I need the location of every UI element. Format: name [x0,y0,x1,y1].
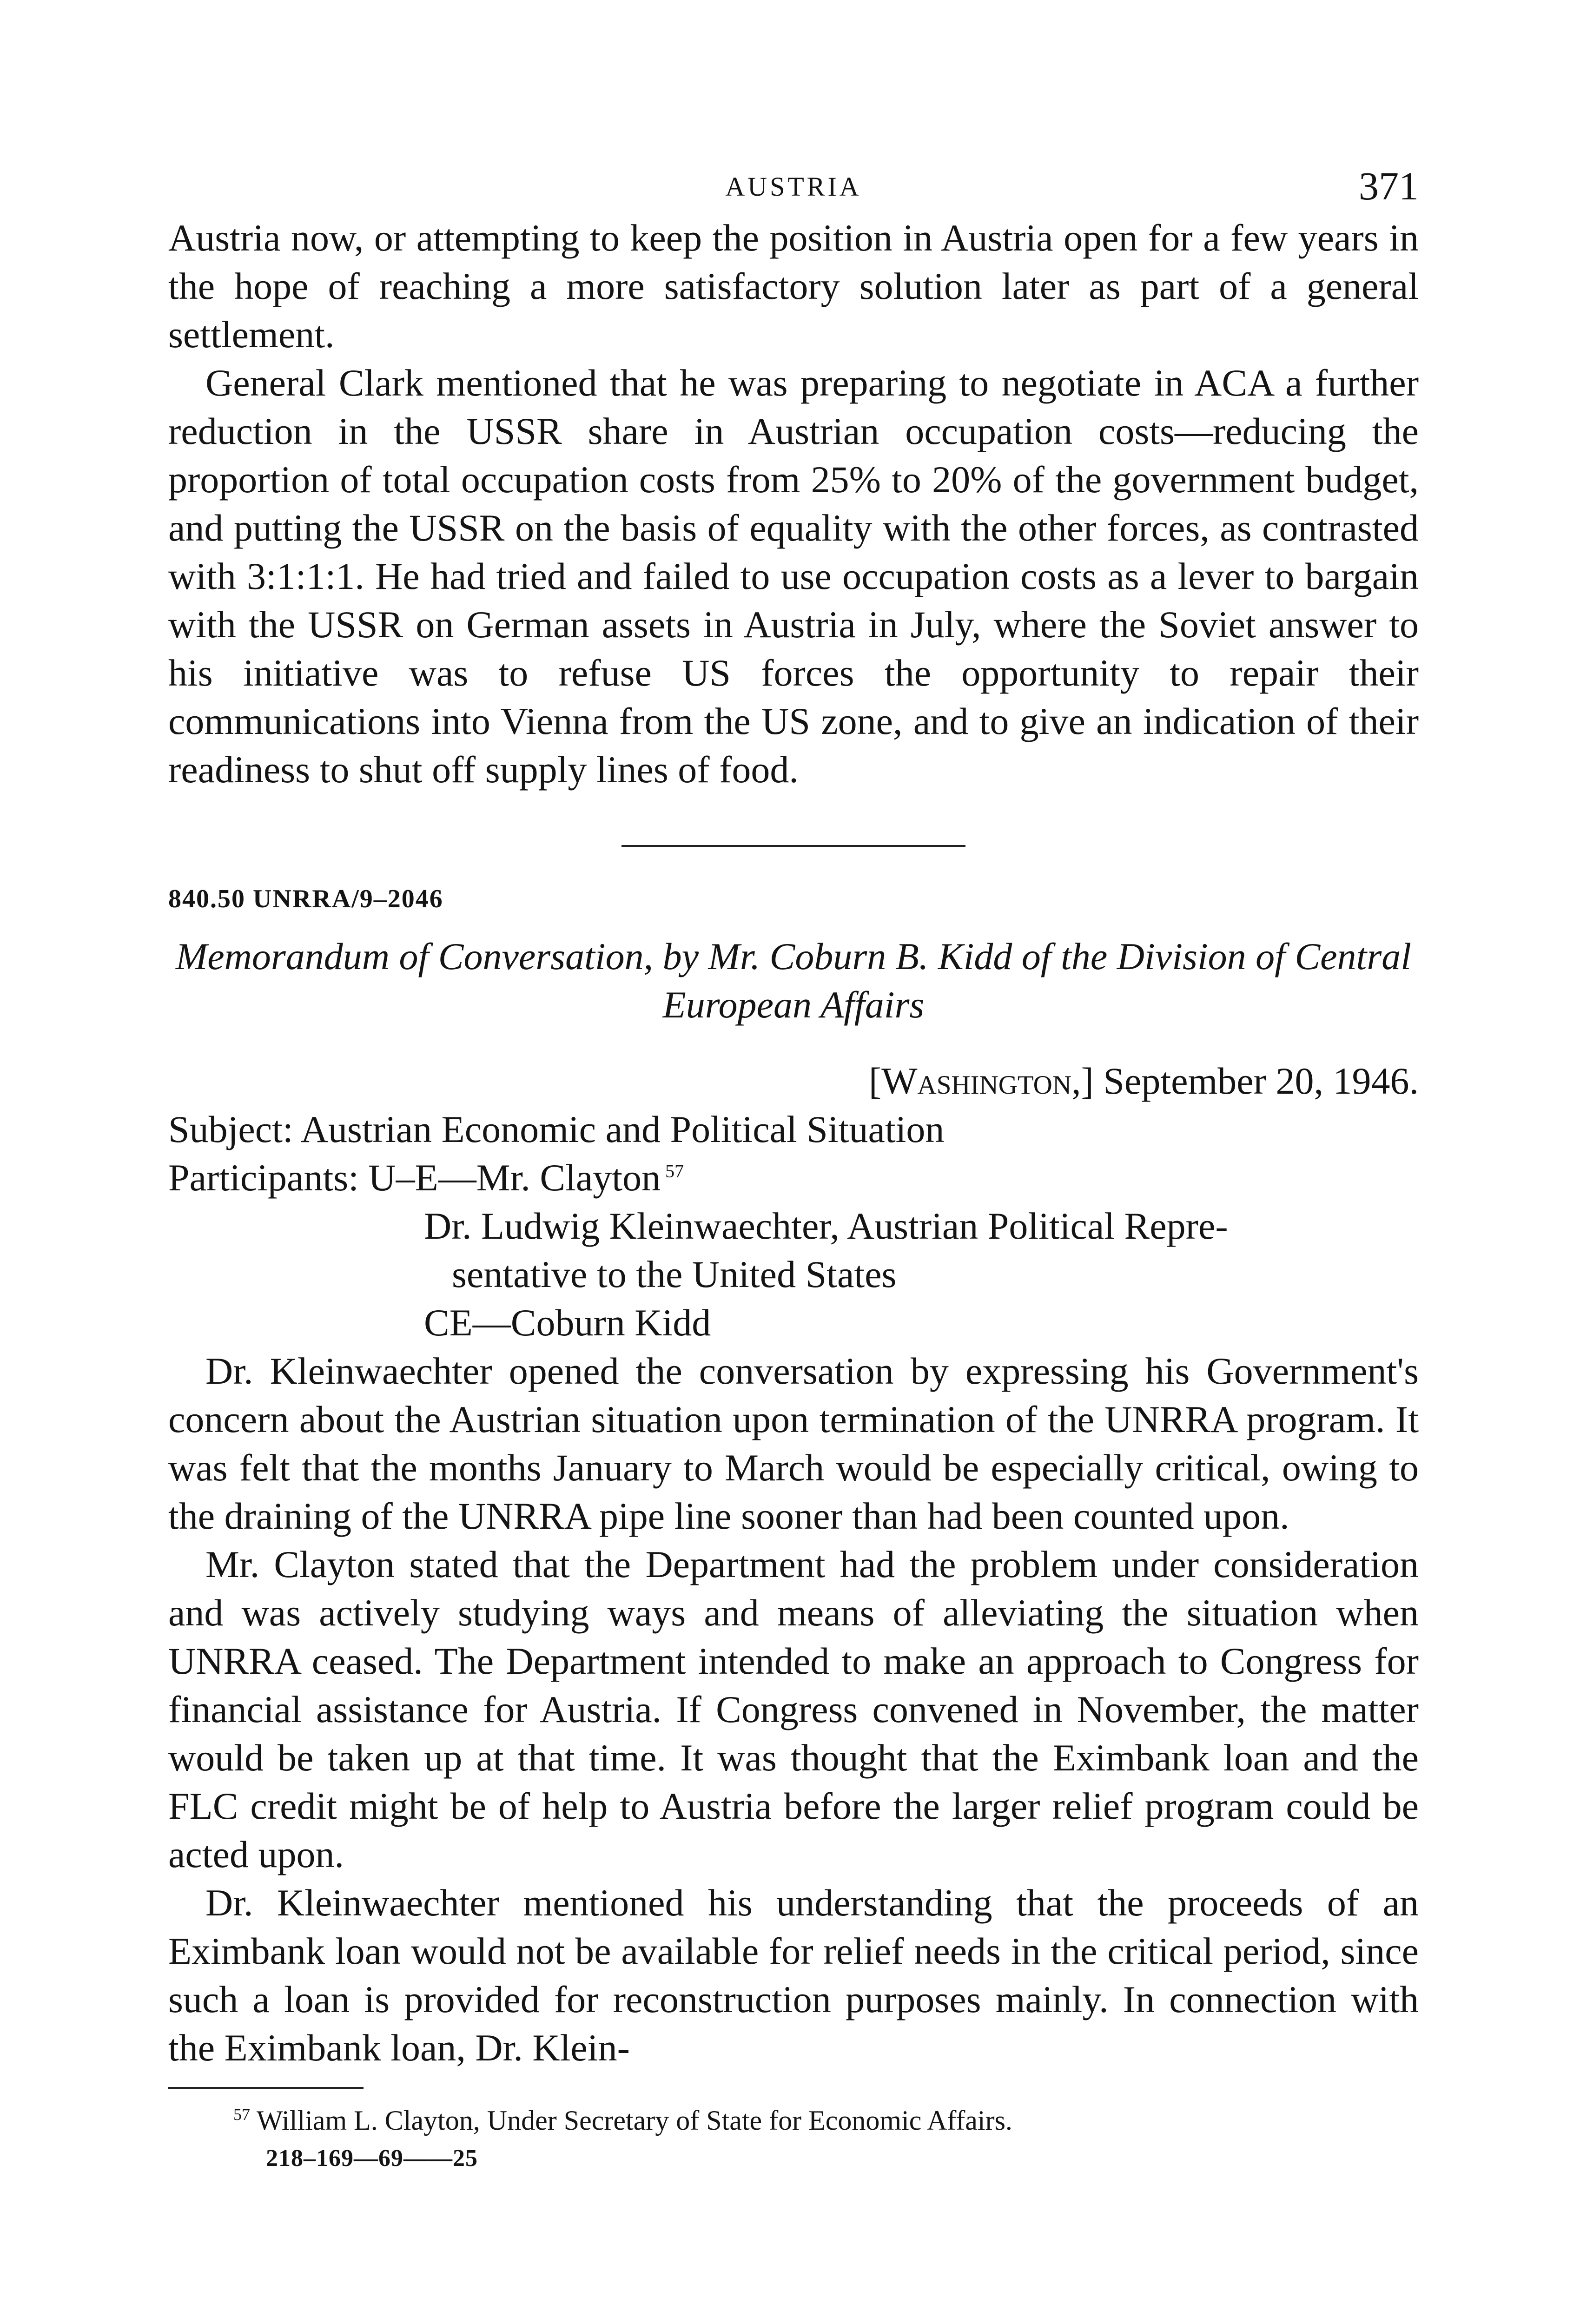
section-divider [621,845,965,847]
subject-row [168,1105,1419,1154]
dateline [168,1057,1419,1105]
body-paragraph: Mr. Clayton stated that the Department had the problem under consideration and was actively studying ways and means of alleviating the situation when UNRRA ceased. The Department intended to make an approach to Congress for financial assistance for Austria. If Congress convened in November, the matter would be taken up at that time. It was thought that the Eximbank loan and the FLC credit might be of help to Austria before the larger relief program could be acted upon. [168,1543,1419,1875]
memorandum-body [168,1347,1419,2072]
footnote-number: 57 [233,2105,250,2124]
running-title: AUSTRIA [725,172,862,202]
participants-row [168,1154,1419,1202]
footnote [168,2102,1419,2139]
document-title: Memorandum of Conversation, by Mr. Coburn B. Kidd of the Division of Central European Affairs [175,935,1412,1026]
dateline-place: [Washington,] [868,1060,1094,1102]
participants-label: Participants: [168,1156,359,1199]
continuation-text [168,214,1419,794]
page-number: 371 [1359,164,1419,208]
running-header [168,163,1419,214]
document-page [168,163,1419,2172]
participant-kleinwaechter-cont: sentative to the United States [452,1253,897,1295]
continuation-paragraph: Austria now, or attempting to keep the position in Austria open for a few years in the hope of reaching a more satisfactory solution later as part of a general settlement. [168,217,1419,356]
body-paragraph: Dr. Kleinwaechter mentioned his understanding that the proceeds of an Eximbank loan would not be available for relief needs in the critical period, since such a loan is provided for reconstruction purposes mainly. In connection with the Eximbank loan, Dr. Klein- [168,1882,1419,2069]
body-paragraph: Dr. Kleinwaechter opened the conversation by expressing his Government's concern about the Austrian situation upon termination of the UNRRA program. It was felt that the months January to March would be especially critical, owing to the draining of the UNRRA pipe line sooner than had been counted upon. [168,1350,1419,1537]
footnote-divider [168,2087,364,2089]
dateline-date: September 20, 1946. [1103,1060,1419,1102]
participant-kidd: CE—Coburn Kidd [424,1301,711,1344]
print-code: 218–169—69——25 [266,2145,478,2172]
participant-clayton: U–E—Mr. Clayton [368,1156,661,1199]
participant-kleinwaechter: Dr. Ludwig Kleinwaechter, Austrian Political Repre- [424,1205,1228,1247]
footnote-text: William L. Clayton, Under Secretary of State for Economic Affairs. [256,2105,1012,2136]
footnote-reference: 57 [665,1160,684,1182]
subject-value: Austrian Economic and Political Situation [300,1108,945,1150]
file-reference: 840.50 UNRRA/9–2046 [168,885,443,913]
subject-label: Subject: [168,1108,293,1150]
continuation-paragraph: General Clark mentioned that he was preparing to negotiate in ACA a further reduction in the USSR share in Austrian occupation costs—reducing the proportion of total occupation costs from 25% to 20% of the government budget, and putting the USSR on the basis of equality with the other forces, as contrasted with 3:1:1:1. He had tried and failed to use occupation costs as a lever to bargain with the USSR on German assets in Austria in July, where the Soviet answer to his initiative was to refuse US forces the opportunity to repair their communications into Vienna from the US zone, and to give an indication of their readiness to shut off supply lines of food. [168,362,1419,791]
